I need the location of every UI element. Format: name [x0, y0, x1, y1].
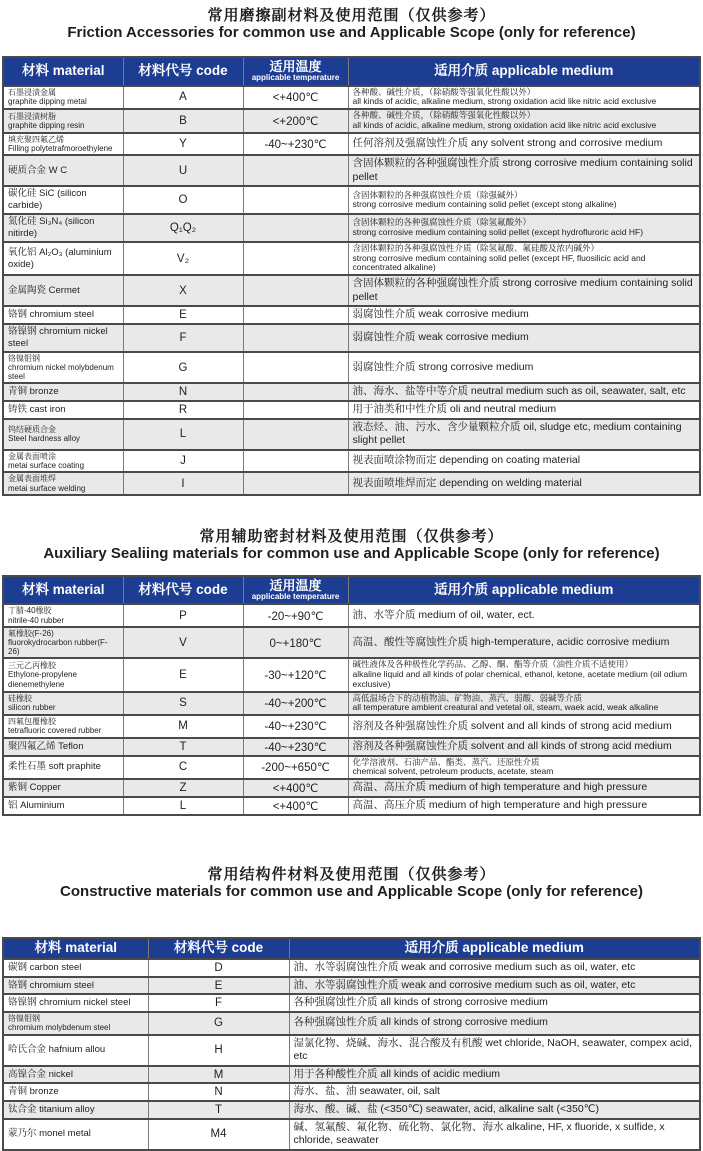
friction-title-en: Friction Accessories for common use and Applicable Scope (only for reference): [67, 24, 636, 42]
table-row: [3, 1083, 700, 1101]
temp-cell: [243, 275, 348, 306]
code-cell: V: [123, 627, 243, 659]
material-cell: 铬镍钢 chromium nickel steel: [3, 994, 148, 1012]
medium-cell: 碱、氢氟酸、氟化物、硫化物、氯化物、海水 alkaline, HF, x fluoride, x sulfide, x chloride, seawater: [289, 1119, 700, 1150]
column-header-applicable-medium: 适用介质 applicable medium: [348, 576, 700, 604]
temp-cell: -40~+200℃: [243, 692, 348, 716]
material-cell: 填充聚四氟乙烯 Filling polytetrafmoroethylene: [3, 133, 123, 155]
table-row: [3, 214, 700, 242]
temp-cell: [243, 401, 348, 419]
temp-cell: <+400℃: [243, 797, 348, 815]
material-cell: 高镍合金 nickel: [3, 1066, 148, 1084]
temp-cell: [243, 352, 348, 384]
medium-cell: 弱腐蚀性介质 weak corrosive medium: [348, 306, 700, 324]
temp-cell: [243, 155, 348, 186]
material-cell: 碳钢 carbon steel: [3, 959, 148, 977]
code-cell: L: [123, 797, 243, 815]
medium-cell: 湿氯化物、烧碱、海水、混合酸及有机酸 wet chloride, NaOH, seawater, compex acid, etc: [289, 1035, 700, 1066]
temp-cell: <+200℃: [243, 109, 348, 133]
table-row: [3, 1066, 700, 1084]
medium-cell: 海水、盐、油 seawater, oil, salt: [289, 1083, 700, 1101]
material-cell: 钨结硬质合金 Steel hardness alloy: [3, 419, 123, 450]
code-cell: P: [123, 604, 243, 626]
code-cell: Q₁Q₂: [123, 214, 243, 242]
medium-cell: 各种强腐蚀性介质 all kinds of strong corrosive medium: [289, 994, 700, 1012]
table-row: [3, 692, 700, 716]
code-cell: Y: [123, 133, 243, 155]
auxiliary-sealing-table: [2, 575, 701, 816]
medium-cell: 含固体颗粒的各种强腐蚀性介质（除氢氟酸、氟硅酸及浓内碱外） strong corrosive medium containing solid pellet (except HF, fluosilicic acid and concentrated alkaline): [348, 242, 700, 275]
temp-cell: -40~+230℃: [243, 133, 348, 155]
code-cell: T: [123, 738, 243, 756]
table-row: [3, 109, 700, 133]
code-cell: F: [123, 324, 243, 352]
medium-cell: 各种酸、碱性介质，（除硝酸等强氧化性酸以外） all kinds of acidic, alkaline medium, strong oxidation acid like nitric acid exclusive: [348, 109, 700, 133]
friction-title-zh: 常用磨擦副材料及使用范围（仅供参考）: [207, 7, 496, 24]
temp-cell: -200~+650℃: [243, 756, 348, 780]
table-row: [3, 352, 700, 384]
code-cell: S: [123, 692, 243, 716]
material-cell: 硬质合金 W C: [3, 155, 123, 186]
material-cell: 金属表面喷涂 metai surface coating: [3, 450, 123, 472]
material-cell: 石墨浸渍树脂 graphite dipping resin: [3, 109, 123, 133]
medium-cell: 含固体颗粒的各种强腐蚀性介质 strong corrosive medium containing solid pellet: [348, 275, 700, 306]
material-cell: 金属陶瓷 Cermet: [3, 275, 123, 306]
code-cell: H: [148, 1035, 289, 1066]
code-cell: O: [123, 186, 243, 214]
code-cell: L: [123, 419, 243, 450]
table-row: [3, 242, 700, 275]
code-cell: E: [123, 658, 243, 691]
medium-cell: 各种强腐蚀性介质 all kinds of strong corrosive medium: [289, 1012, 700, 1034]
table-row: [3, 1119, 700, 1150]
table-row: [3, 779, 700, 797]
constructive-title-en: Constructive materials for common use and Applicable Scope (only for reference): [60, 883, 643, 901]
material-cell: 铬钢 chromium steel: [3, 977, 148, 995]
code-cell: U: [123, 155, 243, 186]
temp-cell: [243, 383, 348, 401]
material-cell: 哈氏合金 hafnium allou: [3, 1035, 148, 1066]
medium-cell: 视表面喷涂物而定 depending on coating material: [348, 450, 700, 472]
table-row: [3, 604, 700, 626]
medium-cell: 油、海水、盐等中等介质 neutral medium such as oil, seawater, salt, etc: [348, 383, 700, 401]
material-cell: 钛合金 titanium alloy: [3, 1101, 148, 1119]
medium-cell: 溶剂及各种强腐蚀性介质 solvent and all kinds of strong acid medium: [348, 715, 700, 737]
material-cell: 铝 Aluminium: [3, 797, 123, 815]
constructive-title-zh: 常用结构件材料及使用范围（仅供参考）: [207, 866, 496, 884]
medium-cell: 化学溶液剂、石油产品、酯类、蒸汽、还原性介质 chemical solvent, petroleum products, acetate, steam: [348, 756, 700, 780]
code-cell: V₂: [123, 242, 243, 275]
medium-cell: 碱性液体及各种极性化学药品、乙醇、酮、酯等介质（油性介质不适使用） alkaline liquid and all kinds of polar chemical, ethanol, ketone, acetate medium (oil odium exclusive): [348, 658, 700, 691]
medium-cell: 各种酸、碱性介质，（除硝酸等强氧化性酸以外） all kinds of acidic, alkaline medium, strong oxidation acid like nitric acid exclusive: [348, 86, 700, 110]
section-auxiliary-sealing: [0, 528, 703, 816]
medium-cell: 任何溶剂及强腐蚀性介质 any solvent strong and corrosive medium: [348, 133, 700, 155]
section-constructive: [0, 866, 703, 1151]
auxiliary-title-zh: 常用辅助密封材料及使用范围（仅供参考）: [199, 527, 504, 545]
temp-cell: [243, 324, 348, 352]
code-cell: E: [148, 977, 289, 995]
friction-table: [2, 56, 701, 496]
table-row: [3, 324, 700, 352]
material-cell: 四氟包覆橡胶 tetrafluoric covered rubber: [3, 715, 123, 737]
code-cell: G: [123, 352, 243, 384]
temp-cell: [243, 186, 348, 214]
material-cell: 金属表面堆焊 metai surface welding: [3, 472, 123, 494]
table-row: [3, 401, 700, 419]
table-row: [3, 1035, 700, 1066]
medium-cell: 用于油类和中性介质 oli and neutral medium: [348, 401, 700, 419]
code-cell: G: [148, 1012, 289, 1034]
material-cell: 紫铜 Copper: [3, 779, 123, 797]
material-cell: 铬镍钢 chromium nickel steel: [3, 324, 123, 352]
code-cell: X: [123, 275, 243, 306]
medium-cell: 高温、高压介质 medium of high temperature and high pressure: [348, 779, 700, 797]
column-header-applicable-medium: 适用介质 applicable medium: [348, 57, 700, 85]
temp-cell: [243, 306, 348, 324]
table-row: [3, 797, 700, 815]
code-cell: F: [148, 994, 289, 1012]
table-row: [3, 450, 700, 472]
temp-cell: -40~+230℃: [243, 715, 348, 737]
table-row: [3, 715, 700, 737]
table-row: [3, 959, 700, 977]
table-row: [3, 133, 700, 155]
code-cell: C: [123, 756, 243, 780]
medium-cell: 溶剂及各种强腐蚀性介质 solvent and all kinds of strong acid medium: [348, 738, 700, 756]
table-row: [3, 738, 700, 756]
code-cell: Z: [123, 779, 243, 797]
medium-cell: 高低温场合下的动植物油、矿物油、蒸汽、弱酸、弱碱等介质 all temperature ambient creatural and vetetal oil, steam, waek acid, weak alkaline: [348, 692, 700, 716]
code-cell: M: [123, 715, 243, 737]
column-header-material: 材料 material: [3, 938, 148, 959]
medium-cell: 含固体颗粒的各种强腐蚀性介质（除氢氟酸外） strong corrosive medium containing solid pellet (except hydrofluroric acid HF): [348, 214, 700, 242]
code-cell: R: [123, 401, 243, 419]
medium-cell: 视表面喷堆焊而定 depending on welding material: [348, 472, 700, 494]
code-cell: N: [148, 1083, 289, 1101]
material-cell: 碳化硅 SiC (silicon carbide): [3, 186, 123, 214]
temp-cell: [243, 242, 348, 275]
material-cell: 柔性石墨 soft praphite: [3, 756, 123, 780]
table-row: [3, 306, 700, 324]
medium-cell: 含固体颗粒的各种强腐蚀性介质（除强碱外） strong corrosive medium containing solid pellet (except stong alkaline): [348, 186, 700, 214]
table-row: [3, 1101, 700, 1119]
table-row: [3, 994, 700, 1012]
table-row: [3, 86, 700, 110]
column-header-code: 材料代号 code: [148, 938, 289, 959]
code-cell: N: [123, 383, 243, 401]
code-cell: A: [123, 86, 243, 110]
temp-cell: -40~+230℃: [243, 738, 348, 756]
material-cell: 氧化铝 Al₂O₃ (aluminium oxide): [3, 242, 123, 275]
header-row: [3, 57, 700, 85]
table-row: [3, 155, 700, 186]
material-cell: 石墨浸渍金属 graphite dipping metal: [3, 86, 123, 110]
material-cell: 硅橡胶 silicon rubber: [3, 692, 123, 716]
material-cell: 铬镍钼钢 chromium nickel molybdenum steel: [3, 352, 123, 384]
temp-cell: [243, 214, 348, 242]
medium-cell: 含固体颗粒的各种强腐蚀性介质 strong corrosive medium containing solid pellet: [348, 155, 700, 186]
material-cell: 青铜 bronze: [3, 383, 123, 401]
material-cell: 三元乙丙橡胶 Ethylone-propylene dienemethylene: [3, 658, 123, 691]
medium-cell: 油、水等介质 medium of oil, water, ect.: [348, 604, 700, 626]
temp-cell: [243, 472, 348, 494]
material-cell: 氮化硅 Si₃N₄ (silicon nitirde): [3, 214, 123, 242]
temp-cell: -20~+90℃: [243, 604, 348, 626]
column-header-applicable-medium: 适用介质 applicable medium: [289, 938, 700, 959]
table-row: [3, 186, 700, 214]
medium-cell: 用于各种酸性介质 all kinds of acidic medium: [289, 1066, 700, 1084]
temp-cell: [243, 419, 348, 450]
table-row: [3, 472, 700, 494]
table-row: [3, 627, 700, 659]
medium-cell: 油、水等弱腐蚀性介质 weak and corrosive medium such as oil, water, etc: [289, 977, 700, 995]
code-cell: M: [148, 1066, 289, 1084]
auxiliary-title-en: Auxiliary Sealiing materials for common use and Applicable Scope (only for reference): [43, 545, 660, 562]
material-cell: 丁腈-40橡胶 nitrile-40 rubber: [3, 604, 123, 626]
code-cell: T: [148, 1101, 289, 1119]
section-friction: [0, 0, 703, 496]
medium-cell: 弱腐蚀性介质 strong corrosive medium: [348, 352, 700, 384]
medium-cell: 液态烃、油、污水、含少量颗粒介质 oil, sludge etc, medium containing slight pellet: [348, 419, 700, 450]
column-header-applicable-temperature: 适用温度 applicable temperature: [243, 576, 348, 604]
medium-cell: 油、水等弱腐蚀性介质 weak and corrosive medium such as oil, water, etc: [289, 959, 700, 977]
column-header-code: 材料代号 code: [123, 57, 243, 85]
table-row: [3, 419, 700, 450]
code-cell: D: [148, 959, 289, 977]
material-cell: 聚四氟乙烯 Teflon: [3, 738, 123, 756]
header-row: [3, 938, 700, 959]
material-cell: 青铜 bronze: [3, 1083, 148, 1101]
medium-cell: 弱腐蚀性介质 weak corrosive medium: [348, 324, 700, 352]
table-row: [3, 275, 700, 306]
constructive-table: [2, 937, 701, 1151]
table-row: [3, 977, 700, 995]
medium-cell: 高温、高压介质 medium of high temperature and high pressure: [348, 797, 700, 815]
temp-cell: <+400℃: [243, 779, 348, 797]
column-header-code: 材料代号 code: [123, 576, 243, 604]
code-cell: B: [123, 109, 243, 133]
code-cell: M4: [148, 1119, 289, 1150]
column-header-material: 材料 material: [3, 57, 123, 85]
medium-cell: 海水、酸、碱、盐 (<350℃) seawater, acid, alkaline salt (<350℃): [289, 1101, 700, 1119]
medium-cell: 高温、酸性等腐蚀性介质 high-temperature, acidic corrosive medium: [348, 627, 700, 659]
material-cell: 铬钢 chromium steel: [3, 306, 123, 324]
material-cell: 氟橡胶(F-26) fluorokydrocarbon rubber(F-26): [3, 627, 123, 659]
material-cell: 蒙乃尔 monel metal: [3, 1119, 148, 1150]
table-row: [3, 658, 700, 691]
temp-cell: 0~+180℃: [243, 627, 348, 659]
temp-cell: <+400℃: [243, 86, 348, 110]
column-header-material: 材料 material: [3, 576, 123, 604]
table-row: [3, 383, 700, 401]
table-row: [3, 756, 700, 780]
column-header-applicable-temperature: 适用温度 applicable temperature: [243, 57, 348, 85]
code-cell: I: [123, 472, 243, 494]
code-cell: E: [123, 306, 243, 324]
temp-cell: -30~+120℃: [243, 658, 348, 691]
header-row: [3, 576, 700, 604]
temp-cell: [243, 450, 348, 472]
table-row: [3, 1012, 700, 1034]
material-cell: 铬镍钼钢 chromium molybdenum steel: [3, 1012, 148, 1034]
code-cell: J: [123, 450, 243, 472]
material-cell: 铸铁 cast iron: [3, 401, 123, 419]
